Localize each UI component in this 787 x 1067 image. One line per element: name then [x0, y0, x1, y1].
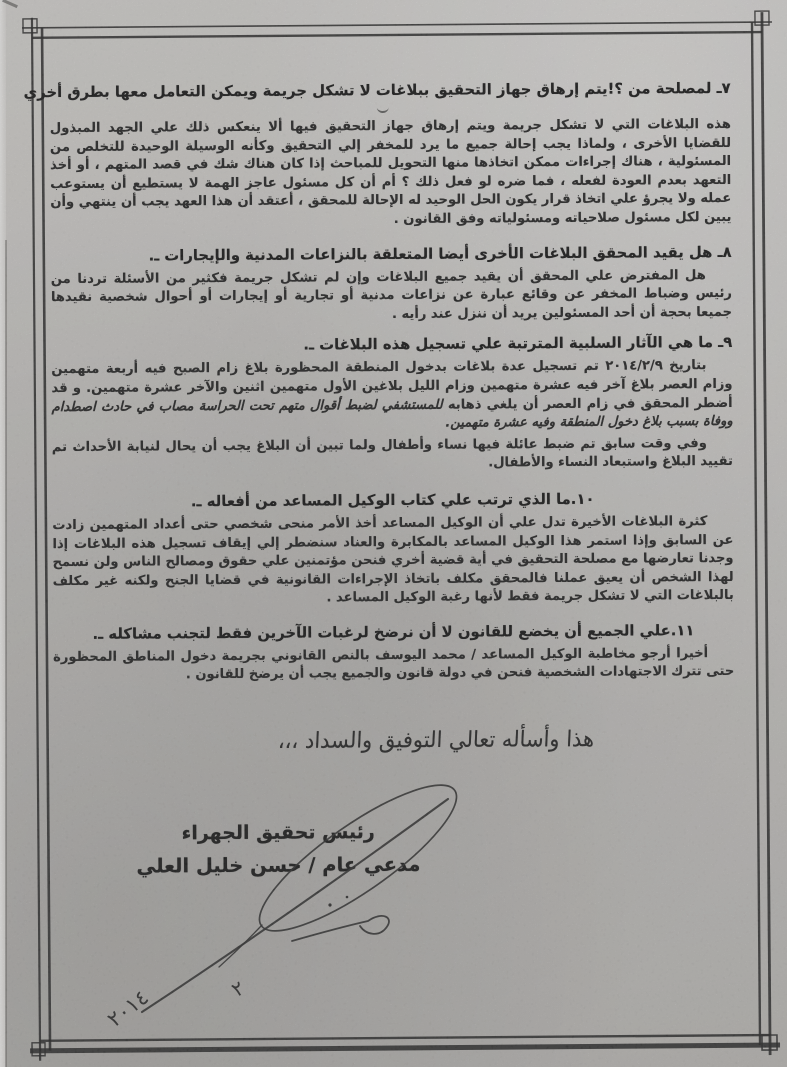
signature-mark: ٢	[227, 975, 249, 1002]
section-7-paragraph: هذه البلاغات التي لا تشكل جريمة ويتم إرهاق جهاز التحقيق فيها ألا ينعكس ذلك علي الجهد المبذول للقضايا الأخرى ، ولماذا يجب إحالة جميع ما يرد للمخفر إلي التحقيق وكأنه الوسيلة الوحيدة للتخلص من المسئولية ، هناك إجراءات ممكن اتخاذها منها التحويل للمباحث إذا كان هناك شك في قصد المتهم ، أو أخذ التعهد بعدم العودة لفعله ، فما ضره لو فعل ذلك ؟ أم أن كل مسئول عاجز الهمة لا يستطيع أن يستوعب عمله ولا يجرؤ علي اتخاذ قرار يكون الحل الوحيد له الإحالة للمحقق ، أعتقد أن هذا العهد يجب أن ينتهي وأن يبين لكل مسئول صلاحياته ومسئولياته وفق القانون .	[49, 116, 732, 227]
corner-ornament-icon	[23, 19, 37, 33]
signature-tail-icon	[219, 925, 262, 967]
signature-year: ٢٠١٤	[102, 985, 154, 1032]
signature-flourish-icon	[292, 916, 389, 941]
signature-block	[113, 816, 443, 884]
section-9-paragraph-1-normal: بتاريخ ٢٠١٤/٢/٩ تم تسجيل عدة بلاغات بدخول المنطقة المحظورة بلاغ زام الصبح فيه أربعة متهمين وزام العصر بلاغ آخر فيه عشرة متهمين وزام الليل بلاغين الأول متهمين اثنين والآخر عشرة متهمين. و قد أضطر المحقق في زام العصر أن يلغي ذهابه	[51, 358, 733, 413]
section-11	[53, 620, 734, 686]
section-7-heading: ٧ـ لمصلحة من ؟!يتم إرهاق جهاز التحقيق ببلاغات لا تشكل جريمة ويمكن التعامل معها بطرق أخري	[23, 79, 731, 102]
scan-edge-line	[5, 240, 7, 1067]
section-8	[51, 241, 732, 326]
section-10	[52, 488, 734, 610]
section-7	[23, 78, 732, 232]
section-11-paragraph: أخيرا أرجو مخاطبة الوكيل المساعد / محمد اليوسف بالنص القانوني بجريمة دخول المناطق المحظورة حتى تترك الاجتهادات الشخصية فنحن في دولة قانون والجميع يجب أن يرضخ للقانون .	[53, 645, 735, 683]
signature-dot-icon	[346, 896, 349, 899]
section-8-paragraph: هل المفترض علي المحقق أن يقيد جميع البلاغات وإن لم تشكل جريمة فكثير من الأسئلة تردنا من رئيس وضباط المخفر عن وقائع عبارة عن نزاعات مدنية أو تجارية أو إيجارات أو أحوال شخصية نقيدها جميعا بحجة أن أحد المسئولين يريد أن ننزل عند رأيه .	[50, 267, 733, 322]
section-10-paragraph: كثرة البلاغات الأخيرة تدل علي أن الوكيل المساعد أخذ الأمر منحى شخصي حتى أعداد المتهمين زادت عن السابق وإذا استمر هذا الوكيل المساعد بالمكابرة والعناد سنضطر إلي إيقاف تسجيل هذه البلاغات إذا وجدنا تعارضها مع مصلحة التحقيق في أية قضية أخري فنحن مؤتمنين علي حقوق ومصالح الناس ولن نسمح لهذا الشخص أن يعيق عملنا فالمحقق مكلف باتخاذ الإجراءات القانونية في قضايا الجنح ولكنه غير مكلف بالبلاغات التي لا تشكل جريمة فقط لأنها رغبة الوكيل المساعد .	[52, 513, 734, 606]
section-9	[51, 332, 733, 476]
corner-ornament-icon	[32, 1043, 45, 1056]
section-9-paragraph-2: وفي وقت سابق تم ضبط عائلة فيها نساء وأطفال ولما تبين أن البلاغ يجب أن يحال لنيابة الأحداث تم تقييد البلاغ واستبعاد النساء والأطفال.	[51, 435, 734, 471]
section-11-heading: ١١.علي الجميع أن يخضع للقانون لا أن نرضخ لرغبات الآخرين فقط لتجنب مشاكله ـ.	[92, 622, 695, 643]
section-9-heading: ٩ـ ما هي الآثار السلبية المترتبة علي تسجيل هذه البلاغات ـ.	[303, 334, 733, 354]
signature-name: مدعي عام / حسن خليل العلي	[136, 852, 421, 878]
section-10-heading: ١٠.ما الذي ترتب علي كتاب الوكيل المساعد من أفعاله ـ.	[190, 490, 595, 511]
section-9-paragraph-1-italic: للمستشفي لضبط أقوال متهم تحت الحراسة مصاب في حادث اصطدام ووفاة بسبب بلاغ دخول المنطقة وفيه عشرة متهمين.	[51, 397, 733, 431]
stray-mark	[376, 106, 388, 113]
document-content	[23, 56, 735, 884]
corner-ornament-icon	[762, 1035, 777, 1050]
section-9-paragraph-1	[51, 357, 732, 436]
signature-dot-icon	[328, 903, 331, 906]
closing-dua: هذا وأسأله تعالي التوفيق والسداد ،،،	[277, 726, 595, 754]
section-8-heading: ٨ـ هل يقيد المحقق البلاغات الأخرى أيضا المتعلقة بالنزاعات المدنية والإيجارات ـ.	[148, 243, 732, 265]
signature-title: رئيس تحقيق الجهراء	[181, 821, 375, 845]
corner-ornament-icon	[755, 11, 769, 25]
